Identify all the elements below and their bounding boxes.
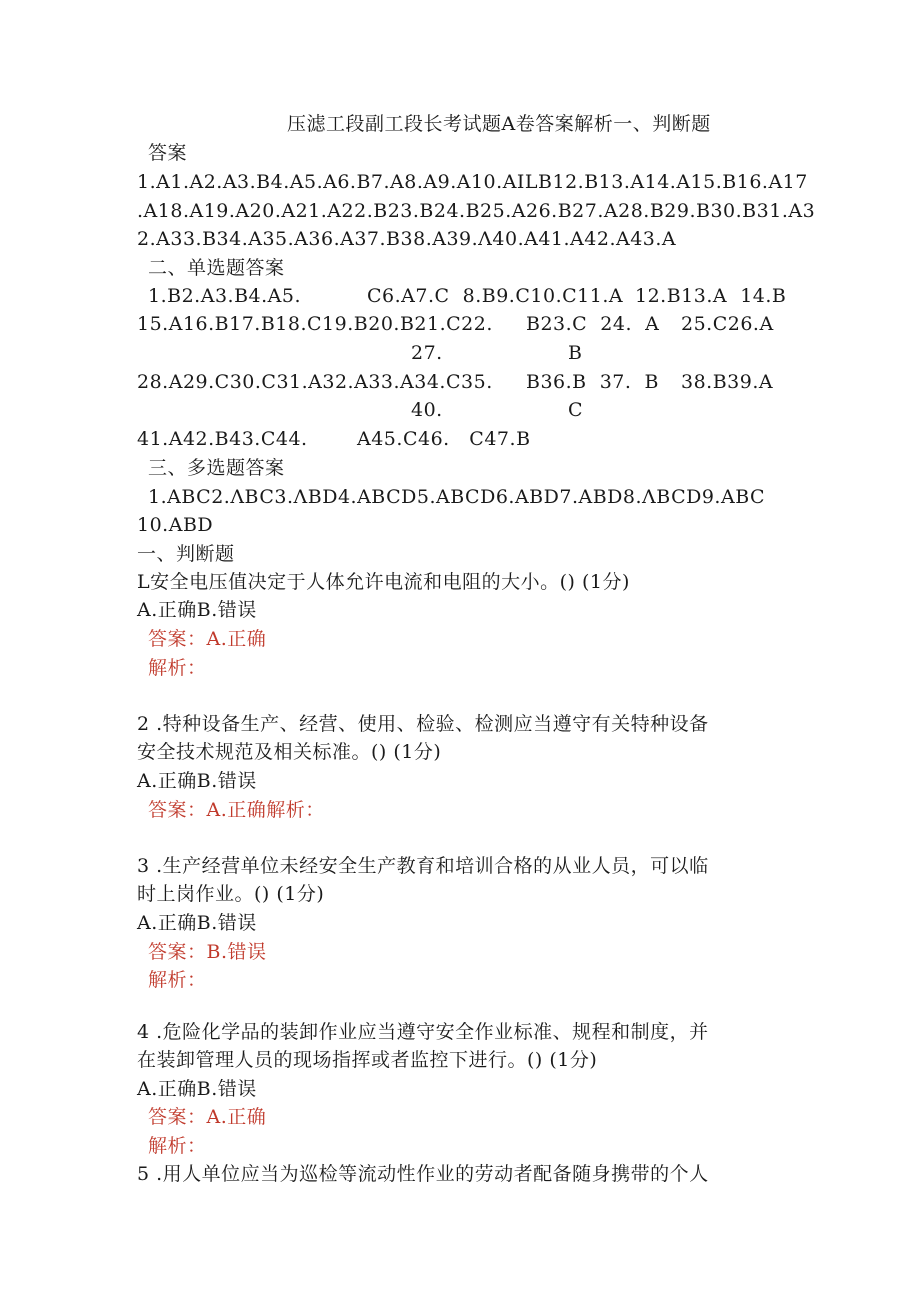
judge-answers-heading: 答案: [148, 142, 188, 164]
question-4-text-line-2: 在装卸管理人员的现场指挥或者监控下进行。() (1分): [137, 1049, 598, 1071]
judge-answers-line-1: 1.A1.A2.A3.B4.A5.A6.B7.A8.A9.A10.AILB12.B13.A14.A15.B16.A17: [137, 171, 808, 193]
question-3-text-line-2: 时上岗作业。() (1分): [137, 883, 325, 905]
single-answers-row-2a: 15.A16.B17.B18.C19.B20.B21.C22.: [137, 313, 493, 335]
single-answers-row-5a: 40.: [411, 399, 443, 421]
question-1-answer: 答案：A.正确: [148, 628, 267, 650]
judge-answers-line-2: .A18.A19.A20.A21.A22.B23.B24.B25.A26.B27.A28.B29.B30.B31.A3: [137, 200, 816, 222]
single-answers-row-6b: A45.C46. C47.B: [357, 428, 531, 450]
single-answers-row-3a: 27.: [411, 342, 443, 364]
multi-answers-line-2: 10.ABD: [137, 514, 214, 536]
single-answers-row-1c: 12.B13.A 14.B: [635, 285, 787, 307]
question-5-text-line-1: 5 .用人单位应当为巡检等流动性作业的劳动者配备随身携带的个人: [137, 1163, 709, 1185]
multi-answers-line-1: 1.ABC2.ΛBC3.ΛBD4.ABCD5.ABCD6.ABD7.ABD8.ΛBCD9.ABC: [148, 486, 766, 508]
question-2-answer: 答案：A.正确解析：: [148, 799, 325, 821]
question-2-text-line-1: 2 .特种设备生产、经营、使用、检验、检测应当遵守有关特种设备: [137, 713, 709, 735]
judge-answers-line-3: 2.A33.B34.A35.A36.A37.B38.A39.Λ40.A41.A42.A43.A: [137, 228, 677, 250]
doc-title: 压滤工段副工段长考试题A卷答案解析一、判断题: [287, 113, 711, 135]
single-answers-row-4a: 28.A29.C30.C31.A32.A33.A34.C35.: [137, 371, 493, 393]
single-answers-row-4c: 38.B39.A: [681, 371, 774, 393]
single-answers-row-5b: C: [568, 399, 584, 421]
single-answers-row-1a: 1.B2.A3.B4.A5.: [148, 285, 302, 307]
question-3-answer: 答案：B.错误: [148, 941, 267, 963]
section-heading-judge: 一、判断题: [137, 543, 235, 565]
single-answers-heading: 二、单选题答案: [148, 257, 285, 279]
question-4-answer: 答案：A.正确: [148, 1106, 267, 1128]
multi-answers-heading: 三、多选题答案: [148, 457, 285, 479]
single-answers-row-2c: 25.C26.A: [681, 313, 774, 335]
question-2-options: A.正确B.错误: [137, 770, 257, 792]
question-4-text-line-1: 4 .危险化学品的装卸作业应当遵守安全作业标准、规程和制度，并: [137, 1021, 709, 1043]
question-3-text-line-1: 3 .生产经营单位未经安全生产教育和培训合格的从业人员，可以临: [137, 855, 709, 877]
single-answers-row-1b: C6.A7.C 8.B9.C10.C11.A: [367, 285, 624, 307]
question-2-text-line-2: 安全技术规范及相关标准。() (1分): [137, 741, 442, 763]
question-4-options: A.正确B.错误: [137, 1078, 257, 1100]
single-answers-row-4b: B36.B 37. B: [526, 371, 659, 393]
question-4-analysis: 解析：: [148, 1135, 207, 1157]
question-1-analysis: 解析：: [148, 657, 207, 679]
question-1-text: L安全电压值决定于人体允许电流和电阻的大小。() (1分): [137, 571, 630, 593]
question-3-analysis: 解析：: [148, 969, 207, 991]
single-answers-row-3b: B: [568, 342, 583, 364]
single-answers-row-6a: 41.A42.B43.C44.: [137, 428, 308, 450]
question-1-options: A.正确B.错误: [137, 599, 257, 621]
single-answers-row-2b: B23.C 24. A: [526, 313, 660, 335]
question-3-options: A.正确B.错误: [137, 912, 257, 934]
